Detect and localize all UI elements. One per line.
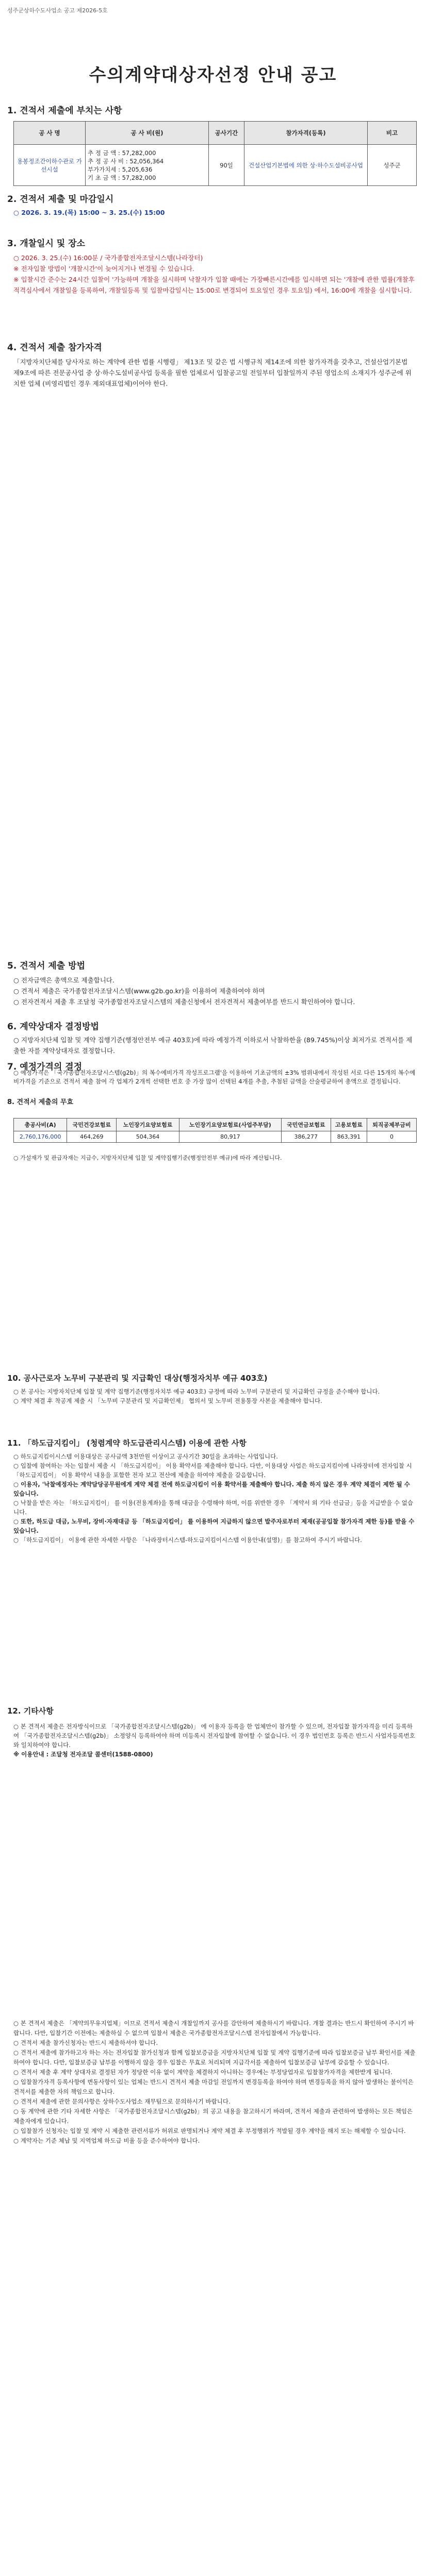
col-header: 국민연금보험료 xyxy=(281,1118,331,1131)
insurance-note-line: ○ 가설재가 및 관급자재는 지급수, 지방자치단체 입찰 및 계약집행기준(행정안전부 예규)에 따라 계산됩니다. xyxy=(13,1155,282,1161)
subcontract-line: ○ 또한, 하도급 대금, 노무비, 장비·자재대금 등 「하도급지킴이」 를 이용하여 지급하지 않으면 발주자로부터 제재(공공입찰 참가자격 제한 등)를 받을 수 있습니다. xyxy=(13,1518,415,1534)
project-note: 성주군 xyxy=(368,145,417,186)
misc-callcenter: ※ 이용안내 : 조달청 전자조달 콜센터(1588-0800) xyxy=(13,1751,153,1758)
section-8-heading: 8. 견적서 제출의 무효 xyxy=(7,1098,74,1106)
estimated-price xyxy=(13,1069,416,1086)
cell: 504,364 xyxy=(117,1131,179,1143)
decision-line: ○ 지방자치단체 입찰 및 계약 집행기준(행정안전부 예규 403호)에 따라 예정가격 이하로서 낙찰하한율 (89.745%)이상 최저가로 견적서를 제출한 자를 계약상대자로 결정합니다. xyxy=(13,1036,413,1055)
cell: 464,269 xyxy=(67,1131,117,1143)
cell: 0 xyxy=(367,1131,417,1143)
misc-more xyxy=(13,2019,416,2146)
col-header: 퇴직공제부금비 xyxy=(367,1118,417,1131)
price-line: ○ 예정가격은 「국가종합전자조달시스템(g2b)」의 복수예비가격 작성프로그램'을 이용하여 기초금액의 ±3% 범위내에서 작성된 서로 다른 15개의 복수예비가격을 기준으로 견적서 제출 참여 각 업체가 2개씩 선택한 번호 중 가장 많이 선택된 4개를 추출, 추첨된 금액을 산술평균하여 총액으로 결정됩니다. xyxy=(13,1069,416,1085)
project-qualification: 건설산업기본법에 의한 상·하수도설비공사업 xyxy=(244,145,368,186)
subcontract-section xyxy=(13,1452,416,1545)
subcontract-line: ○ 하도급지킴이시스템 이용대상은 공사금액 3천만원 이상이고 공사기간 30일을 초과하는 사업입니다. xyxy=(13,1453,278,1460)
misc-line: ○ 견적서 제출에 관한 문의사항은 상하수도사업소 재무팀으로 문의하시기 바랍니다. xyxy=(13,2098,231,2105)
labor-line: ○ 계약 체결 후 착공계 제출 시 「노무비 구분관리 및 지급확인제」 협의서 및 노무비 전용통장 사본을 제출해야 합니다. xyxy=(13,1397,322,1404)
opening-info xyxy=(13,252,416,296)
misc-line: ○ 계약자는 기준 체납 및 지역업체 하도급 비율 등을 준수하여야 합니다. xyxy=(13,2137,200,2144)
section-5-heading: 5. 견적서 제출 방법 xyxy=(7,961,85,971)
method-line: ○ 견적서 제출은 국가종합전자조달시스템(www.g2b.go.kr)을 이용하여 제출하여야 하며 xyxy=(13,987,265,995)
col-header: 노인장기요양보험료(사업주부담) xyxy=(179,1118,281,1131)
section-2-heading: 2. 견적서 제출 및 마감일시 xyxy=(7,194,114,205)
col-header: 국민건강보험료 xyxy=(67,1118,117,1131)
section-3-heading: 3. 개찰일시 및 장소 xyxy=(7,239,85,249)
cell: 80,917 xyxy=(179,1131,281,1143)
section-12-heading: 12. 기타사항 xyxy=(7,1706,54,1716)
page-title: 수의계약대상자선정 안내 공고 xyxy=(89,65,337,86)
col-header: 비고 xyxy=(368,122,417,145)
section-10-heading: 10. 공사근로자 노무비 구분관리 및 지급확인 대상(행정자치부 예규 403호) xyxy=(7,1374,268,1383)
misc-line: ○ 본 견적서 제출은 「계약의무유지업체」이므로 견적서 제출시 개찰일까지 공사를 감안하여 제출하시기 바랍니다. 개찰 결과는 반드시 확인하여 주시기 바랍니다. 다만, 입찰기간 이전에는 제출하실 수 없으며 입찰서 제출은 국가종합전자조달시스템 전자입찰에서 가능합니다. xyxy=(13,2020,414,2037)
section-6-heading: 6. 계약상대자 결정방법 xyxy=(7,1022,99,1032)
notice-reference: 성주군상하수도사업소 공고 제2026-5호 xyxy=(7,7,108,14)
labor-cost-section xyxy=(13,1387,416,1405)
eligibility-text xyxy=(13,357,416,389)
section-1-heading: 1. 견적서 제출에 부치는 사항 xyxy=(7,106,122,116)
subcontract-line: ○ 낙찰을 받은 자는 「하도급지킴이」 를 이용(전용계좌)을 통해 대금을 수령해야 하며, 이를 위반한 경우 「계약서 외 기타 선급금」등을 지급받을 수 없습니다. xyxy=(13,1499,413,1516)
misc-line: ○ 견적서 제출 참가신청자는 반드시 제출하셔야 합니다. xyxy=(13,2039,158,2046)
submission-method xyxy=(13,975,416,1007)
opening-datetime: ○ 2026. 3. 25.(수) 16:00분 / 국가종합전자조달시스템(나라장터) xyxy=(13,254,203,262)
project-cost: 추 정 금 액 : 57,282,000 추 정 공 사 비 : 52,056,364 부가가치세 : 5,205,636 기 초 금 액 : 57,282,000 xyxy=(86,145,209,186)
col-header: 공 사 명 xyxy=(14,122,86,145)
misc-line: ○ 견적서 제출에 참가하고자 하는 자는 전자입찰 참가신청과 함께 입찰보증금을 지방자치단체 입찰 및 계약 집행기준에 따라 입찰보증금 납부 확인서를 제출하여야 합니다. 다만, 입찰보증금 납부를 이행하지 않을 경우 입찰은 무효로 처리되며 지급각서를 제출하여 입찰보증금 납부에 갈음할 수 있습니다. xyxy=(13,2049,416,2066)
opening-note: ※ 전자입찰 방법이 '개찰시간'이 늦어지거나 변경될 수 있습니다. xyxy=(13,265,195,273)
method-line: ○ 전자견적서 제출 후 조달청 국가종합전자조달시스템의 제출신청에서 전자견적서 제출여부를 반드시 확인하여야 합니다. xyxy=(13,998,355,1006)
section-7-heading: 7. 예정가격의 결정 xyxy=(7,1062,83,1072)
col-header: 총공사비(A) xyxy=(14,1118,67,1131)
project-period: 90일 xyxy=(209,145,244,186)
submission-period: ○ 2026. 3. 19.(목) 15:00 ~ 3. 25.(수) 15:00 xyxy=(13,209,165,216)
misc-section xyxy=(13,1722,416,1759)
cell: 863,391 xyxy=(331,1131,367,1143)
project-table xyxy=(13,121,417,186)
col-header: 공사기간 xyxy=(209,122,244,145)
section-11-heading: 11. 「하도급지킴이」 (청렴계약 하도급관리시스템) 이용에 관한 사항 xyxy=(7,1438,247,1448)
col-header: 고용보험료 xyxy=(331,1118,367,1131)
project-name: 용봉정조간이하수관로 가선시설 xyxy=(14,145,86,186)
misc-line: ○ 본 견적서 제출은 전자방식이므로 「국가종합전자조달시스템(g2b)」 에 이용자 등록을 한 업체만이 참가할 수 있으며, 전자입찰 참가자격을 미리 등록하여 「국가종합전자조달시스템(g2b)」 소정양식 등록하여야 하며 미등록시 전자입찰에 참여할 수 없습니다. 이 경우 법인번호 등록은 반드시 사업자등록번호와 일치하여야 합니다. xyxy=(13,1723,415,1749)
contractor-decision xyxy=(13,1035,416,1056)
subcontract-line: ○ 이용자, '낙찰예정자는 계약담당공무원에게 계약 체결 전에 하도급지킴이 이용 확약서를 제출해야 합니다. 제출 하지 않은 경우 계약 체결이 제한 될 수 있습니다. xyxy=(13,1481,410,1497)
method-line: ○ 전자금액은 총액으로 제출합니다. xyxy=(13,976,114,984)
misc-line: ○ 입찰참가 신청자는 입찰 및 계약 시 제출한 관련서류가 허위로 판명되거나 계약 체결 후 부정행위가 적발될 경우 계약을 해지 또는 해제할 수 있습니다. xyxy=(13,2127,406,2134)
misc-line: ○ 동 계약에 관한 기타 자세한 사항은 「국가종합전자조달시스템(g2b)」의 공고 내용을 참고하시기 바라며, 견적서 제출과 관련하여 발생하는 모든 책임은 제출자에게 있습니다. xyxy=(13,2108,413,2125)
col-header: 공 사 비(원) xyxy=(86,122,209,145)
col-header: 노인장기요양보험료 xyxy=(117,1118,179,1131)
cell: 2,760,176,000 xyxy=(14,1131,67,1143)
insurance-table xyxy=(13,1118,417,1143)
insurance-note xyxy=(13,1154,416,1162)
cell: 386,277 xyxy=(281,1131,331,1143)
col-header: 참가자격(등록) xyxy=(244,122,368,145)
subcontract-line: ○ 입찰에 참여하는 자는 입찰서 제출 시 「하도급지킴이」 이용 확약서를 제출해야 합니다. 다만, 이용대상 사업은 하도급지킴이에 나라장터에 전자입찰 시 「하도급지킴이」 이용 확약서 내용을 포함한 전자 보고 전산에 제출을 하여야 제출을 갈음합니다. xyxy=(13,1462,412,1479)
misc-line: ○ 견적서 제출 후 계약 상대자로 결정된 자가 정당한 이유 없이 계약을 체결하지 아니하는 경우에는 부정당업자로 입찰참가자격을 제한받게 됩니다. xyxy=(13,2069,392,2076)
labor-line: ○ 본 공사는 지방자치단체 입찰 및 계약 집행기준(행정자치부 예규 403호) 규정에 따라 노무비 구분관리 및 지급확인 규정을 준수해야 합니다. xyxy=(13,1388,380,1395)
opening-detail: ※ 입찰시간 준수는 24시간 입찰이 '가능하며 개찰을 실시하며 낙찰자가 입찰 때에는 가장빠른시간에를 입시하면 되는 '개찰에 관한 법률(개찰후 적격심사에서 개찰일을 등록하여, 개찰일등록 및 입찰마감일시는 15:00로 변경되어 토요일인 경우 토요일) 에서, 16:00에 개찰을 실시합니다. xyxy=(13,276,415,294)
eligibility-paragraph: 「지방자치단체를 당사자로 하는 계약에 관한 법률 시행령」 제13조 및 같은 법 시행규칙 제14조에 의한 참가자격을 갖추고, 건설산업기본법 제9조에 따른 전문공사업 중 상·하수도설비공사업 등록을 필한 업체로서 입찰공고일 전일부터 입찰일까지 주된 영업소의 소재지가 성주군에 위치한 업체 (비영리법인 경우 제외대표업체)이어야 한다. xyxy=(13,358,412,387)
misc-line: ○ 입찰참가자격 등록사항에 변동사항이 있는 업체는 반드시 견적서 제출 마감일 전일까지 변경등록을 하여야 하며 변경등록을 하지 않아 발생하는 불이익은 견적서를 제출한 자의 책임으로 합니다. xyxy=(13,2078,414,2095)
subcontract-line: ○ 「하도급지킴이」 이용에 관한 자세한 사항은 「나라장터시스템-하도급지킴이시스템 이용안내(설명)」를 참고하여 주시기 바랍니다. xyxy=(13,1536,362,1544)
section-4-heading: 4. 견적서 제출 참가자격 xyxy=(7,343,102,353)
